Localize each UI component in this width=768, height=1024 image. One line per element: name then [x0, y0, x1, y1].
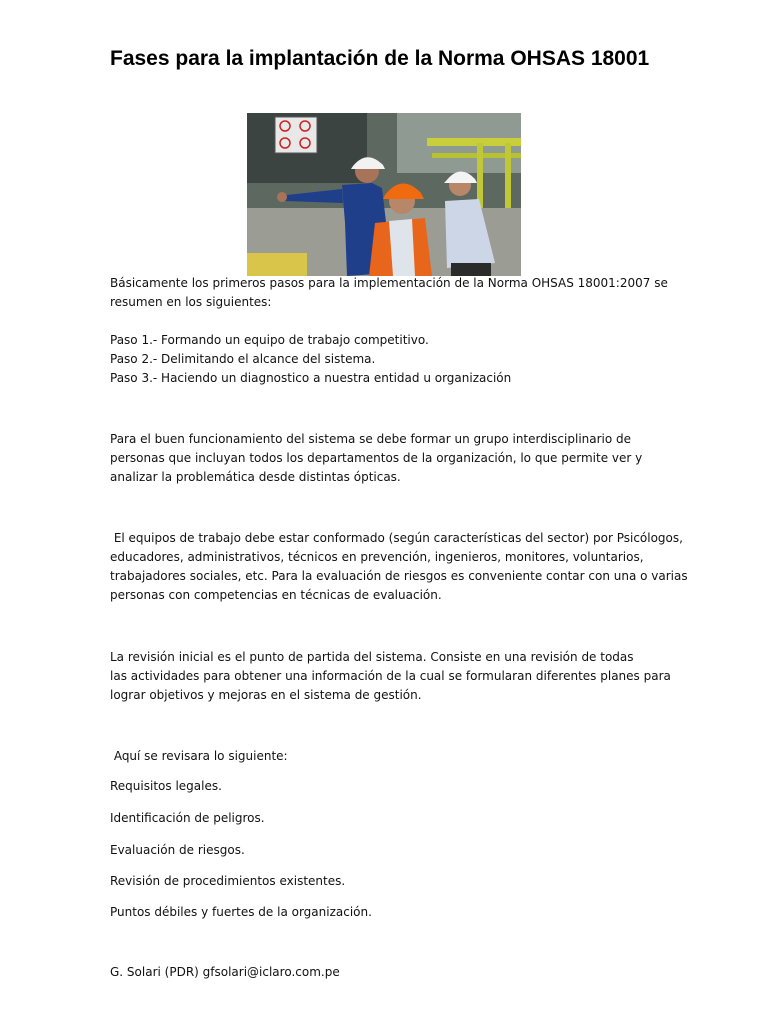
document-title: Fases para la implantación de la Norma OHSAS 18001 — [110, 47, 650, 70]
workers-photo-illustration — [247, 113, 521, 276]
step-item: Paso 3.- Haciendo un diagnostico a nuestra entidad u organización — [110, 371, 512, 385]
paragraph-line: La revisión inicial es el punto de partida del sistema. Consiste en una revisión de todas — [110, 650, 634, 664]
paragraph-line: personas con competencias en técnicas de evaluación. — [110, 588, 442, 602]
paragraph-line: educadores, administrativos, técnicos en prevención, ingenieros, monitores, voluntarios, — [110, 550, 644, 564]
review-item: Evaluación de riesgos. — [110, 843, 245, 857]
review-item: Requisitos legales. — [110, 779, 222, 793]
paragraph-line: Para el buen funcionamiento del sistema se debe formar un grupo interdisciplinario de — [110, 432, 632, 446]
author-signature: G. Solari (PDR) gfsolari@iclaro.com.pe — [110, 965, 340, 979]
paragraph-line: analizar la problemática desde distintas ópticas. — [110, 470, 401, 484]
team-paragraph — [110, 430, 670, 487]
paragraph-line: lograr objetivos y mejoras en el sistema de gestión. — [110, 688, 422, 702]
intro-paragraph — [110, 274, 670, 312]
intro-line: Básicamente los primeros pasos para la implementación de la Norma OHSAS 18001:2007 se — [110, 276, 668, 290]
paragraph-line: personas que incluyan todos los departamentos de la organización, lo que permite ver y — [110, 451, 643, 465]
step-item: Paso 2.- Delimitando el alcance del sistema. — [110, 352, 376, 366]
review-item: Revisión de procedimientos existentes. — [110, 874, 346, 888]
paragraph-line: El equipos de trabajo debe estar conformado (según características del sector) por Psicólogos, — [110, 531, 683, 545]
review-item: Identificación de peligros. — [110, 811, 265, 825]
review-item: Puntos débiles y fuertes de la organización. — [110, 905, 372, 919]
composition-paragraph — [110, 529, 688, 605]
paragraph-line: las actividades para obtener una información de la cual se formularan diferentes planes para — [110, 669, 671, 683]
paragraph-line: trabajadores sociales, etc. Para la evaluación de riesgos es conveniente contar con una o varias — [110, 569, 688, 583]
intro-line: resumen en los siguientes: — [110, 295, 272, 309]
review-heading: Aquí se revisara lo siguiente: — [110, 749, 288, 763]
step-item: Paso 1.- Formando un equipo de trabajo competitivo. — [110, 333, 429, 347]
workers-photo — [247, 113, 521, 276]
steps-list — [110, 331, 670, 388]
review-paragraph — [110, 648, 670, 705]
